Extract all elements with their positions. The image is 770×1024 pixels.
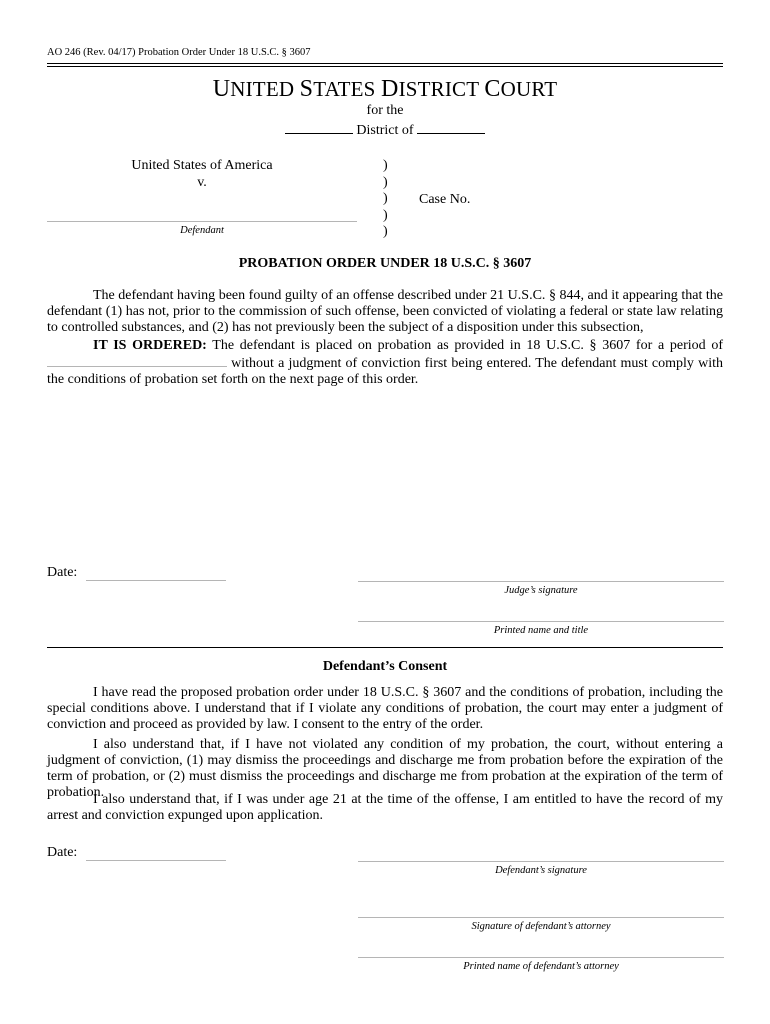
attorney-signature-line[interactable] [358, 917, 724, 918]
judge-printed-name-line[interactable] [358, 621, 724, 622]
for-the-text: for the [366, 103, 404, 118]
attorney-printed-name-line[interactable] [358, 957, 724, 958]
consent-heading: Defendant’s Consent [322, 659, 448, 674]
defendant-signature-line[interactable] [358, 861, 724, 862]
it-is-ordered: IT IS ORDERED: [93, 338, 207, 353]
district-of-text: District of [356, 123, 414, 138]
judge-printed-name-label: Printed name and title [493, 625, 589, 636]
probation-period-field[interactable] [47, 354, 227, 367]
district-blank-right[interactable] [417, 123, 485, 134]
consent-paragraph-1: I have read the proposed probation order under 18 U.S.C. § 3607 and the conditions of probation, including the special conditions above. I understand that if I violate any conditions of probation, the court may enter a judgment of conviction and proceed as provided by law. I consent to the entry of the order. [47, 685, 723, 732]
order-paragraph-2: IT IS ORDERED: The defendant is placed on probation as provided in 18 U.S.C. § 3607 for a period of without a judgment of conviction first being entered. The defendant must comply with the conditions of probation set forth on the next page of this order. [47, 338, 724, 387]
consent-date-label: Date: [47, 845, 78, 860]
attorney-signature-label: Signature of defendant’s attorney [471, 921, 611, 932]
attorney-printed-name-label: Printed name of defendant’s attorney [463, 961, 619, 972]
section-divider [47, 647, 723, 648]
header-double-rule [47, 63, 723, 67]
plaintiff-name: United States of America [131, 158, 273, 173]
case-number-label: Case No. [419, 192, 471, 207]
district-line [0, 123, 770, 139]
consent-paragraph-3: I also understand that, if I was under age 21 at the time of the offense, I am entitled to have the record of my arrest and conviction expunged upon application. [47, 792, 723, 823]
date-label: Date: [47, 565, 78, 580]
order-heading: PROBATION ORDER UNDER 18 U.S.C. § 3607 [238, 256, 532, 271]
caption-parentheses: ) ) ) ) ) [383, 158, 388, 239]
district-blank-left[interactable] [285, 123, 353, 134]
order-paragraph-1: The defendant having been found guilty of an offense described under 21 U.S.C. § 844, and it appearing that the defendant (1) has not, prior to the commission of such offense, been convicted of violating a federal or state law relating to controlled substances, and (2) has not previously been the subject of a disposition under this subsection, [47, 288, 723, 335]
consent-paragraph-2: I also understand that, if I have not violated any condition of my probation, the court, without entering a judgment of conviction, (1) may dismiss the proceedings and discharge me from probation before the expiration of the term of probation, or (2) must dismiss the proceedings and discharge me from probation at the expiration of the term of probation. [47, 737, 723, 800]
date-field[interactable] [86, 580, 226, 581]
judge-signature-label: Judge’s signature [504, 585, 578, 596]
versus-text: v. [197, 175, 207, 190]
form-identifier: AO 246 (Rev. 04/17) Probation Order Under 18 U.S.C. § 3607 [47, 47, 311, 58]
consent-date-field[interactable] [86, 860, 226, 861]
court-title: UNITED STATES DISTRICT COURT [212, 76, 558, 102]
judge-signature-line[interactable] [358, 581, 724, 582]
defendant-signature-label: Defendant’s signature [495, 865, 587, 876]
defendant-name-field[interactable] [47, 221, 357, 222]
defendant-label: Defendant [180, 225, 224, 236]
